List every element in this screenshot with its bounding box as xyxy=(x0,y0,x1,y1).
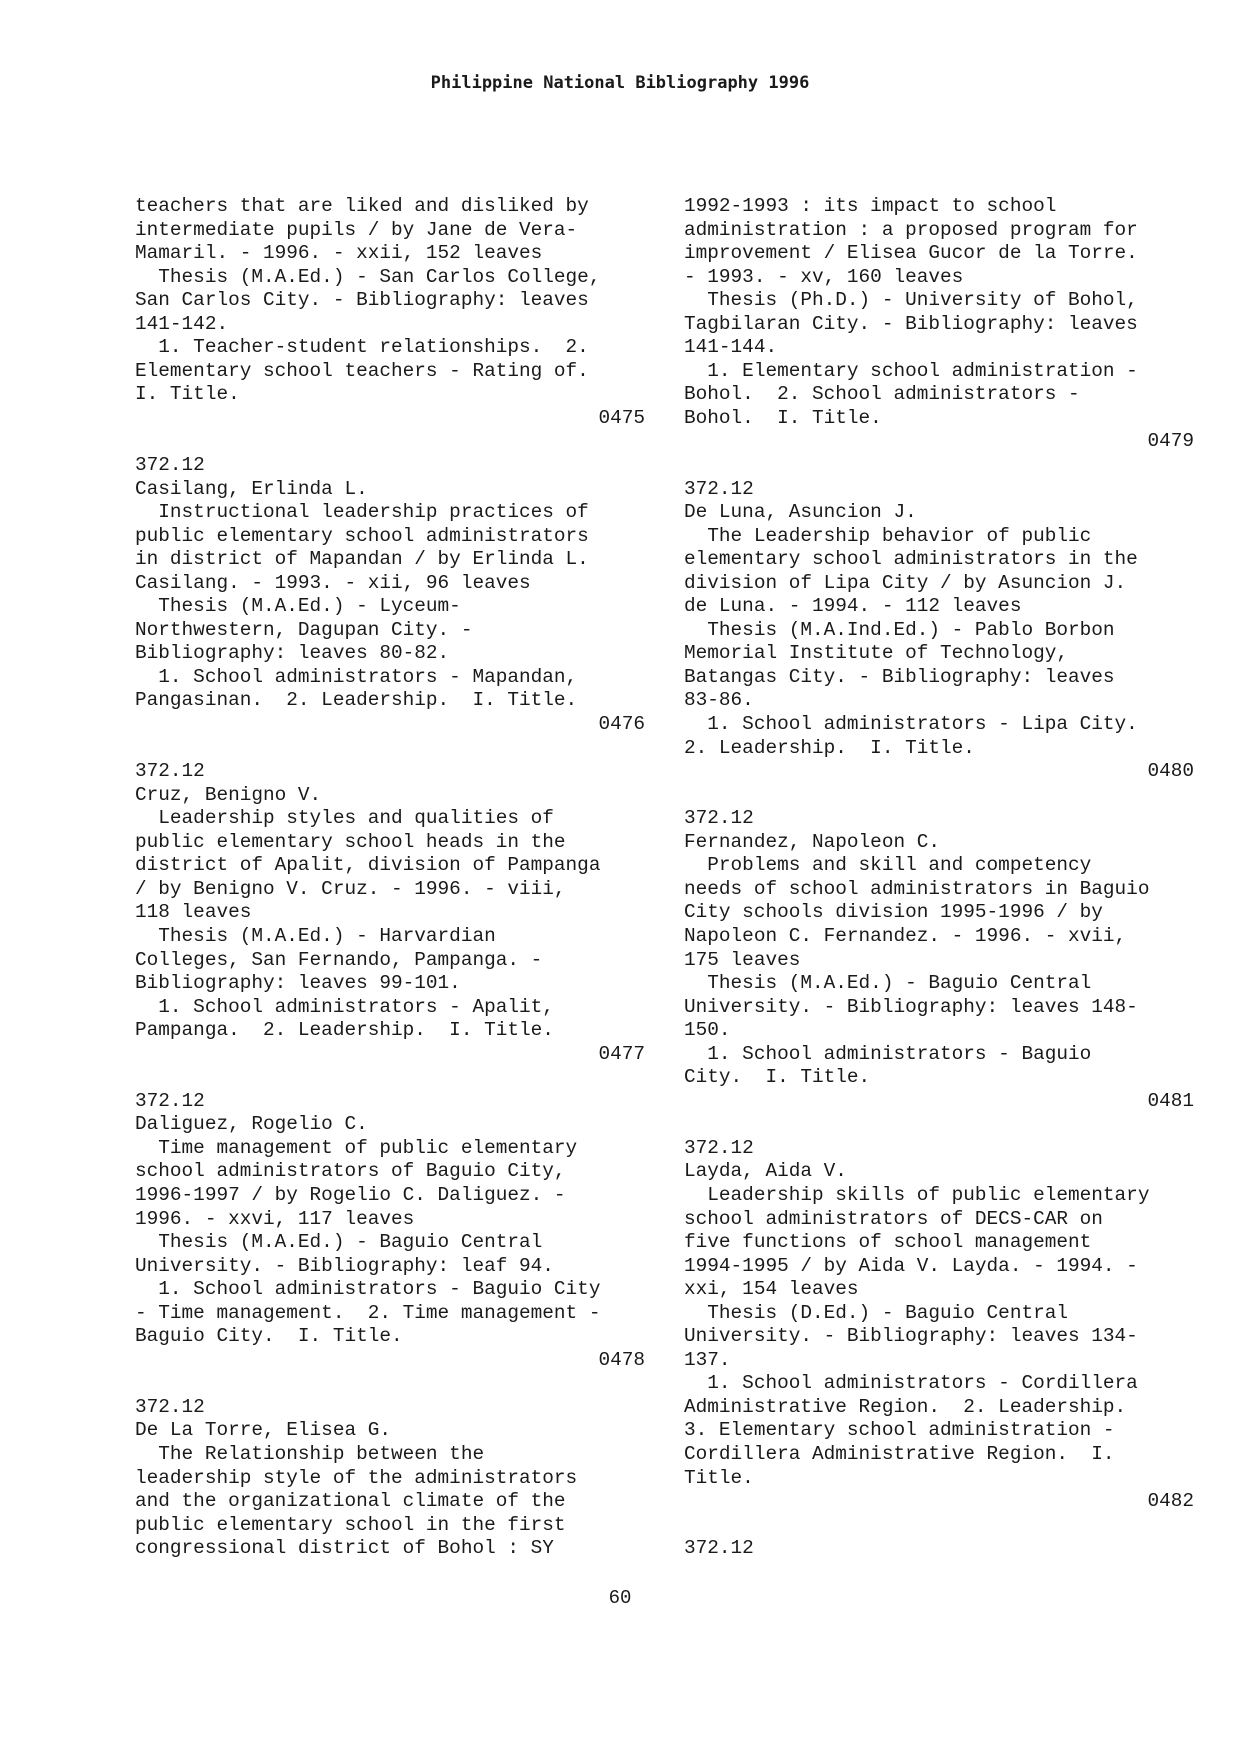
bibliography-line: Mamaril. - 1996. - xxii, 152 leaves xyxy=(135,242,543,265)
bibliography-line: City schools division 1995-1996 / by xyxy=(684,901,1103,924)
bibliography-line: Fernandez, Napoleon C. xyxy=(684,830,940,853)
record-number: 0481 xyxy=(1147,1089,1194,1112)
bibliography-line: Layda, Aida V. xyxy=(684,1160,847,1183)
bibliography-line: 372.12 xyxy=(684,1537,754,1560)
record-number: 0479 xyxy=(1147,430,1194,453)
bibliography-line: 1. School administrators - Baguio xyxy=(684,1042,1092,1065)
bibliography-line: De La Torre, Elisea G. xyxy=(135,1419,391,1442)
bibliography-line xyxy=(684,454,1194,478)
bibliography-line: Thesis (Ph.D.) - University of Bohol, xyxy=(684,289,1138,312)
bibliography-line: intermediate pupils / by Jane de Vera- xyxy=(135,218,578,241)
bibliography-line: Bibliography: leaves 99-101. xyxy=(135,972,461,995)
bibliography-line: and the organizational climate of the xyxy=(135,1490,566,1513)
bibliography-line: 1996. - xxvi, 117 leaves xyxy=(135,1207,415,1230)
bibliography-line: 1. School administrators - Mapandan, xyxy=(135,665,578,688)
bibliography-line: Cordillera Administrative Region. I. xyxy=(684,1442,1115,1465)
bibliography-line: 141-144. xyxy=(684,336,778,359)
bibliography-line: Thesis (M.A.Ed.) - Harvardian xyxy=(135,924,496,947)
record-number: 0477 xyxy=(598,1042,645,1065)
bibliography-line: 1. Elementary school administration - xyxy=(684,359,1138,382)
bibliography-line: 372.12 xyxy=(135,454,205,477)
bibliography-line: Problems and skill and competency xyxy=(684,854,1092,877)
bibliography-line: Northwestern, Dagupan City. - xyxy=(135,618,473,641)
bibliography-line: 372.12 xyxy=(684,807,754,830)
bibliography-line: 1994-1995 / by Aida V. Layda. - 1994. - xyxy=(684,1254,1138,1277)
bibliography-line: Daliguez, Rogelio C. xyxy=(135,1113,368,1136)
bibliography-line: 1. Teacher-student relationships. 2. xyxy=(135,336,589,359)
bibliography-line: - Time management. 2. Time management - xyxy=(135,1301,601,1324)
bibliography-line: Bohol. I. Title. xyxy=(684,406,882,429)
bibliography-line: Instructional leadership practices of xyxy=(135,501,589,524)
bibliography-line: public elementary school administrators xyxy=(135,524,589,547)
bibliography-line: Time management of public elementary xyxy=(135,1136,578,1159)
bibliography-line xyxy=(135,1372,645,1396)
bibliography-line: University. - Bibliography: leaf 94. xyxy=(135,1254,554,1277)
bibliography-line: 1992-1993 : its impact to school xyxy=(684,195,1057,217)
record-number: 0482 xyxy=(1147,1490,1194,1513)
bibliography-line: 150. xyxy=(684,1019,731,1042)
bibliography-line: Bibliography: leaves 80-82. xyxy=(135,642,450,665)
bibliography-line: improvement / Elisea Gucor de la Torre. xyxy=(684,242,1138,265)
bibliography-line: - 1993. - xv, 160 leaves xyxy=(684,265,964,288)
bibliography-line: administration : a proposed program for xyxy=(684,218,1138,241)
bibliography-line: Casilang. - 1993. - xii, 96 leaves xyxy=(135,571,531,594)
bibliography-line: Baguio City. I. Title. xyxy=(135,1325,403,1348)
bibliography-line: in district of Mapandan / by Erlinda L. xyxy=(135,548,589,571)
bibliography-line xyxy=(135,737,645,761)
bibliography-line: San Carlos City. - Bibliography: leaves xyxy=(135,289,589,312)
bibliography-line: Thesis (M.A.Ind.Ed.) - Pablo Borbon xyxy=(684,618,1115,641)
bibliography-line: Batangas City. - Bibliography: leaves xyxy=(684,665,1115,688)
bibliography-line: Casilang, Erlinda L. xyxy=(135,477,368,500)
bibliography-line: 372.12 xyxy=(135,760,205,783)
bibliography-line: 1996-1997 / by Rogelio C. Daliguez. - xyxy=(135,1183,566,1206)
bibliography-line: University. - Bibliography: leaves 134- xyxy=(684,1325,1138,1348)
bibliography-line: 118 leaves xyxy=(135,901,252,924)
bibliography-line: Title. xyxy=(684,1466,754,1489)
bibliography-line: Leadership styles and qualities of xyxy=(135,807,554,830)
left-column xyxy=(135,195,645,1561)
bibliography-line: City. I. Title. xyxy=(684,1066,871,1089)
bibliography-line: Tagbilaran City. - Bibliography: leaves xyxy=(684,312,1138,335)
bibliography-line: 137. xyxy=(684,1348,731,1371)
bibliography-line: needs of school administrators in Baguio xyxy=(684,877,1150,900)
bibliography-line xyxy=(684,1514,1194,1538)
bibliography-line: division of Lipa City / by Asuncion J. xyxy=(684,571,1127,594)
bibliography-line: 372.12 xyxy=(684,477,754,500)
bibliography-line: 1. School administrators - Lipa City. xyxy=(684,713,1138,736)
bibliography-line: Memorial Institute of Technology, xyxy=(684,642,1068,665)
bibliography-line: Colleges, San Fernando, Pampanga. - xyxy=(135,948,543,971)
bibliography-line: Thesis (M.A.Ed.) - Baguio Central xyxy=(684,972,1092,995)
bibliography-line: Napoleon C. Fernandez. - 1996. - xvii, xyxy=(684,924,1127,947)
bibliography-line: leadership style of the administrators xyxy=(135,1466,578,1489)
bibliography-line: 83-86. xyxy=(684,689,754,712)
record-number: 0480 xyxy=(1147,760,1194,783)
bibliography-line: De Luna, Asuncion J. xyxy=(684,501,917,524)
bibliography-line: 2. Leadership. I. Title. xyxy=(684,736,975,759)
bibliography-line: xxi, 154 leaves xyxy=(684,1278,859,1301)
bibliography-line: 372.12 xyxy=(684,1136,754,1159)
bibliography-line: 1. School administrators - Apalit, xyxy=(135,995,554,1018)
bibliography-line: public elementary school heads in the xyxy=(135,830,566,853)
bibliography-line: 372.12 xyxy=(135,1395,205,1418)
record-number: 0476 xyxy=(598,713,645,736)
bibliography-line: I. Title. xyxy=(135,383,240,406)
bibliography-line: de Luna. - 1994. - 112 leaves xyxy=(684,595,1022,618)
bibliography-line: Leadership skills of public elementary xyxy=(684,1183,1150,1206)
bibliography-line: Thesis (M.A.Ed.) - San Carlos College, xyxy=(135,265,601,288)
bibliography-line: congressional district of Bohol : SY xyxy=(135,1537,554,1560)
record-number: 0478 xyxy=(598,1348,645,1371)
bibliography-line: University. - Bibliography: leaves 148- xyxy=(684,995,1138,1018)
bibliography-line: Administrative Region. 2. Leadership. xyxy=(684,1395,1127,1418)
bibliography-line: district of Apalit, division of Pampanga xyxy=(135,854,601,877)
record-number: 0475 xyxy=(598,406,645,429)
bibliography-line xyxy=(135,430,645,454)
bibliography-line: 3. Elementary school administration - xyxy=(684,1419,1115,1442)
bibliography-line: 175 leaves xyxy=(684,948,801,971)
bibliography-line: Bohol. 2. School administrators - xyxy=(684,383,1080,406)
bibliography-line: Thesis (M.A.Ed.) - Lyceum- xyxy=(135,595,461,618)
bibliography-line xyxy=(684,1113,1194,1137)
bibliography-line: Thesis (D.Ed.) - Baguio Central xyxy=(684,1301,1068,1324)
page-number: 60 xyxy=(608,1587,632,1609)
bibliography-line: The Leadership behavior of public xyxy=(684,524,1092,547)
bibliography-line: school administrators of DECS-CAR on xyxy=(684,1207,1103,1230)
bibliography-line: five functions of school management xyxy=(684,1231,1092,1254)
bibliography-line: 1. School administrators - Cordillera xyxy=(684,1372,1138,1395)
bibliography-line: 1. School administrators - Baguio City xyxy=(135,1278,601,1301)
bibliography-line: teachers that are liked and disliked by xyxy=(135,195,589,217)
bibliography-line: Thesis (M.A.Ed.) - Baguio Central xyxy=(135,1231,543,1254)
bibliography-line: 141-142. xyxy=(135,312,229,335)
bibliography-line xyxy=(684,784,1194,808)
bibliography-line: Pampanga. 2. Leadership. I. Title. xyxy=(135,1019,554,1042)
bibliography-line: Elementary school teachers - Rating of. xyxy=(135,359,589,382)
bibliography-line: school administrators of Baguio City, xyxy=(135,1160,566,1183)
page-header-title: Philippine National Bibliography 1996 xyxy=(430,73,810,93)
bibliography-line: 372.12 xyxy=(135,1089,205,1112)
right-column xyxy=(684,195,1194,1561)
bibliography-line xyxy=(135,1066,645,1090)
bibliography-line: Cruz, Benigno V. xyxy=(135,783,322,806)
bibliography-line: The Relationship between the xyxy=(135,1442,485,1465)
bibliography-line: elementary school administrators in the xyxy=(684,548,1138,571)
bibliography-line: public elementary school in the first xyxy=(135,1513,566,1536)
bibliography-line: / by Benigno V. Cruz. - 1996. - viii, xyxy=(135,877,566,900)
bibliography-line: Pangasinan. 2. Leadership. I. Title. xyxy=(135,689,578,712)
